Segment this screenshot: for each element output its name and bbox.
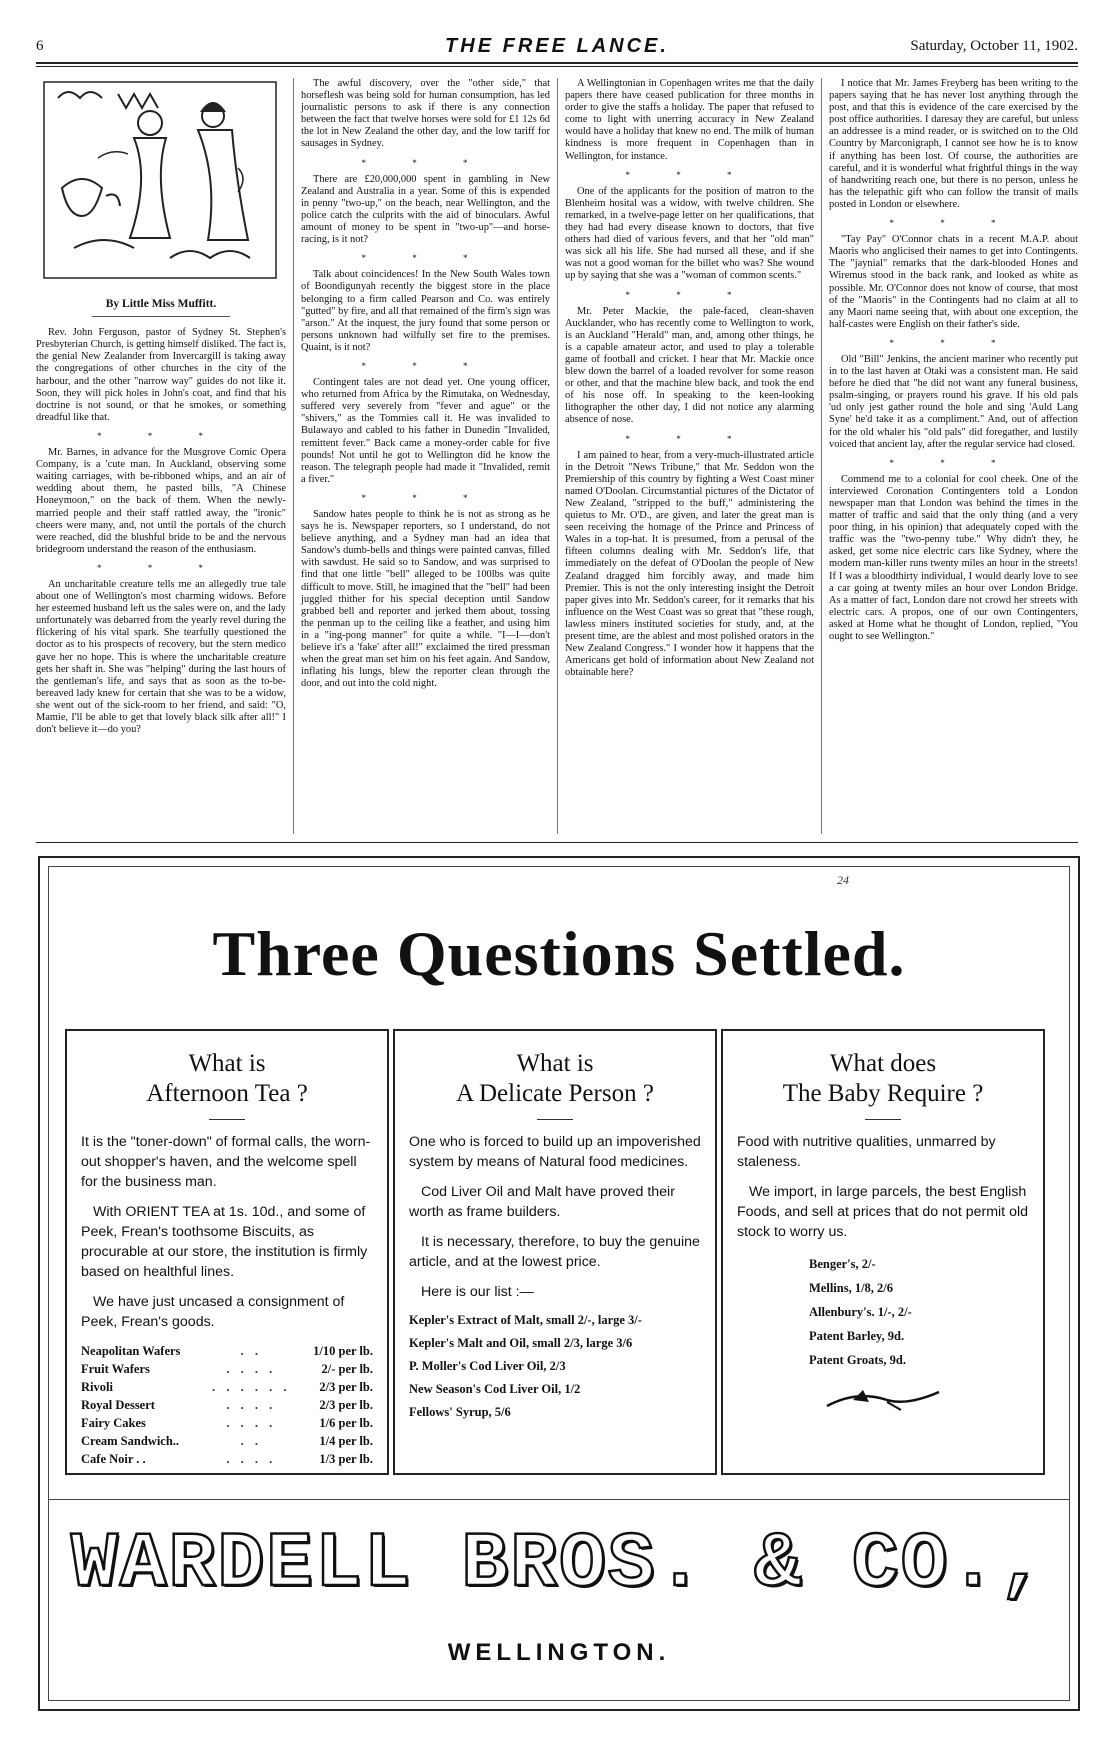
box-body	[395, 1132, 715, 1421]
advertisement	[38, 856, 1080, 1711]
article-paragraph: Commend me to a colonial for cool cheek. One of the interviewed Coronation Contingenters told a London newspaper man that London was behind the times in the matter of traffic and said that the only thing (and a very poor thing, in his opinion) that adequately coped with the traffic was the "two-penny tube." Why didn't they, he asked, get some nice electric cars like Sydney, where the modern man-killer runs twenty miles an hour in the streets! If I was a bloodthirty individual, I would dearly love to see a car going at twenty miles an hour over London Bridge. As a matter of fact, London dare not crowd her streets with electric cars. A propos, one of our own Contingenters, asked at Home what he thought of London, replied, "You ought to see Wellington."	[829, 473, 1078, 643]
box-title-line: What is	[516, 1050, 594, 1077]
box-paragraph: Cod Liver Oil and Malt have proved their worth as frame builders.	[409, 1184, 675, 1220]
company-city: WELLINGTON.	[447, 1639, 671, 1666]
price-price: 1/4 per lb.	[319, 1434, 373, 1448]
box-rule	[865, 1119, 901, 1120]
ad-headline: Three Questions Settled.	[212, 918, 906, 989]
price-price: 1/10 per lb.	[313, 1344, 373, 1358]
price-name: Cream Sandwich..	[81, 1434, 180, 1448]
article-paragraph: There are £20,000,000 spent in gambling in New Zealand and Australia in a year. Some of this is expended in penny "two-up," on the beach, near Wellington, and the police catch the culprits with the aid of binoculars. Awful amount of money to be spent in "two-up"—and horse-racing, is it not?	[301, 173, 550, 246]
box-rule	[209, 1119, 245, 1120]
advertisement-frame	[48, 866, 1070, 1701]
price-name: Cafe Noir . .	[81, 1452, 146, 1466]
price-price: 2/3 per lb.	[319, 1398, 373, 1412]
section-stars: * * *	[361, 492, 490, 503]
box-title	[723, 1049, 1043, 1109]
list-item: Patent Groats, 9d.	[809, 1353, 906, 1367]
price-name: Fruit Wafers	[81, 1362, 150, 1376]
section-stars: * * *	[625, 433, 754, 444]
box-paragraph: We have just uncased a consignment of Peek, Frean's goods.	[81, 1294, 345, 1330]
price-name: Fairy Cakes	[81, 1416, 146, 1430]
price-name: Royal Dessert	[81, 1398, 155, 1412]
list-item: Benger's, 2/-	[809, 1257, 876, 1271]
box-title-line: A Delicate Person ?	[456, 1080, 654, 1107]
price-row	[81, 1414, 373, 1432]
price-price: 1/6 per lb.	[319, 1416, 373, 1430]
section-stars: * * *	[361, 157, 490, 168]
ad-box-delicate-person	[393, 1029, 717, 1475]
ad-divider	[49, 1499, 1069, 1500]
cod-liver-oil-price-list	[409, 1312, 701, 1421]
box-title-line: What is	[188, 1050, 266, 1077]
header-rule	[36, 62, 1078, 64]
price-row	[81, 1378, 373, 1396]
list-item: Fellows' Syrup, 5/6	[409, 1405, 511, 1419]
article-paragraph: One of the applicants for the position of matron to the Blenheim hosital was a widow, with twelve children. She remarked, in a twelve-page letter on her qualifications, that they had had every disease known to doctors, that five others had died of various fevers, and that her "old man" was sick all his life. She had nursed all these, and if she was not a good woman for the billet who was? She wound up by saying that she was a "woman of common scents."	[565, 185, 814, 282]
section-stars: * * *	[889, 337, 1018, 348]
box-paragraph: One who is forced to build up an impoverished system by means of Natural food medicines.	[409, 1134, 701, 1170]
list-item: Kepler's Malt and Oil, small 2/3, large 3/6	[409, 1336, 633, 1350]
list-item: Kepler's Extract of Malt, small 2/-, large 3/-	[409, 1313, 642, 1327]
byline: By Little Miss Muffitt.	[105, 298, 217, 311]
box-title-line: What does	[829, 1050, 937, 1077]
list-item: Allenbury's. 1/-, 2/-	[809, 1305, 912, 1319]
box-paragraph: It is necessary, therefore, to buy the genuine article, and at the lowest price.	[409, 1234, 700, 1270]
handwritten-mark: 24	[837, 873, 849, 887]
price-dots: . . . .	[226, 1362, 277, 1376]
box-body	[67, 1132, 387, 1468]
baby-food-price-list	[809, 1252, 1029, 1372]
box-paragraph: With ORIENT TEA at 1s. 10d., and some of Peek, Frean's toothsome Biscuits, as procurable at our store, the institution is firmly based on healthful lines.	[81, 1204, 368, 1280]
section-stars: * * *	[97, 562, 225, 573]
list-item: Patent Barley, 9d.	[809, 1329, 905, 1343]
list-item: Mellins, 1/8, 2/6	[809, 1281, 894, 1295]
biscuit-price-list	[81, 1342, 373, 1468]
box-paragraph: Food with nutritive qualities, unmarred by staleness.	[737, 1134, 996, 1170]
box-paragraph: Here is our list :—	[421, 1284, 534, 1300]
article-paragraph: Old "Bill" Jenkins, the ancient mariner who recently put in to the last haven at Otaki was a consistent man. He said before he died that "he did not want any funeral business, psalm-singing, or prayers round his grave. If his old pals 'ud only jest gather round the hole and sing 'Auld Lang Syne' he'd take it as a compliment." And, out of affection for the old whaler his "old pals" did foregather, and lustily voiced that ancient lay, after the regular service had closed.	[829, 353, 1078, 450]
price-dots: . . . .	[226, 1398, 277, 1412]
column-1	[36, 78, 286, 745]
box-title-line: The Baby Require ?	[782, 1080, 984, 1107]
price-dots: . . . .	[226, 1416, 277, 1430]
article-paragraph: I am pained to hear, from a very-much-illustrated article in the Detroit "News Tribune," that Mr. Seddon won the Premiership of this country by fighting a West Coast miner named O'Doolan. Circumstantial pictures of the Dictator of New Zealand, "stripped to the buff," administering the quietus to Mr. O'D., are given, and later the great man is seen receiving the homage of the Prince and Princess of Wales in a top-hat. It is presumed, from a perusal of the fifteen columns dealing with Mr. Seddon's life, that immediately on the defeat of O'Doolan the people of New Zealand dragged him forcibly away, and made him Premier. This is not the only interesting insight the Detroit paper gives into Mr. Seddon's career, for it remarks that his influence on the West Coast was so great that "these rough, lawless miners instituted societies for study, and, at the present time, are the ablest and most polished orators in the New Zealand Congress." I wonder how it happens that the Americans get hold of information about New Zealand not obtainable here?	[565, 449, 814, 679]
price-row	[81, 1360, 373, 1378]
masthead-title: THE FREE LANCE.	[445, 35, 669, 57]
page-number: 6	[36, 38, 44, 54]
article-paragraph: The awful discovery, over the "other side," that horseflesh was being sold for human consumption, has led journalistic persons to ask if there is any connection between the fact that twelve horses were sold for £1 12s 6d the lot in New Zealand the other day, and the low tariff for sausages in Sydney.	[301, 78, 550, 150]
price-row	[81, 1432, 373, 1450]
header-rule-thin	[36, 66, 1078, 67]
article-paragraph: Contingent tales are not dead yet. One young officer, who returned from Africa by the Rimutaka, on Wednesday, suffered very severely from "fever and ague" or the "shivers," as the Tommies call it. He was invalided to Bulawayo and cabled to his father in Dunedin "Invalided, remittent fever." Back came a money-order cable for five pounds! Not until he got to Wellington did he know the reason. The telegraph people had made it "Invalided, remit a fiver."	[301, 377, 550, 485]
section-stars: * * *	[97, 430, 225, 441]
article-paragraph: I notice that Mr. James Freyberg has been writing to the papers saying that he has never lost anything through the post, and that this is evidence of the care exercised by the post office authorities. I daresay they are careful, but unless an addressee is a mind reader, or is switched on to the Old Country by Marconigraph, I cannot see how he is to know if anything has been lost. Of course, the authorities are careful, and it is wonderful what frightful things in the way of handwriting reach one, but there is no person, unless he has the telepathic gift who can follow the transit of mails posted in London or elsewhere.	[829, 78, 1078, 210]
article-paragraph: An uncharitable creature tells me an allegedly true tale about one of Wellington's most charming widows. Before her esteemed husband left us the sales were on, and the lady unfortunately was debarred from the yearly revel during the flickering of his vital spark. She tearfully questioned the doctor as to his prospects of recovery, but the stern medico gave her no hope. This is where the uncharitable creature gets her shaft in. She was "helping" during the last hours of the gentleman's life, and says that as soon as the to-be-bereaved lady knew for certain that she was to be a widow, she went out of the sick-room to her friend, and said: "O, Mamie, I'll be able to get that lovely black silk after all!" I don't believe it—do you?	[36, 578, 286, 736]
price-row	[81, 1450, 373, 1468]
box-paragraph: We import, in large parcels, the best English Foods, and sell at prices that do not permit old stock to worry us.	[737, 1184, 1029, 1240]
column-3	[565, 78, 814, 688]
ad-box-baby	[721, 1029, 1045, 1475]
price-dots: . . . .	[226, 1452, 277, 1466]
price-name: Rivoli	[81, 1380, 113, 1394]
box-paragraph: It is the "toner-down" of formal calls, the worn-out shopper's haven, and the welcome spell for the business man.	[81, 1134, 371, 1190]
column-divider	[821, 78, 822, 834]
price-row	[81, 1396, 373, 1414]
article-paragraph: A Wellingtonian in Copenhagen writes me that the daily papers there have ceased publication for three months in order to give the staffs a holiday. The paper that refused to come to light with unerring accuracy in New Zealand would have a holiday that knew no end. The milk of human kindness is more frequent in Copenhagen than in Wellington, for instance.	[565, 78, 814, 162]
section-stars: * * *	[361, 253, 490, 264]
price-name: Neapolitan Wafers	[81, 1344, 181, 1358]
price-price: 1/3 per lb.	[319, 1452, 373, 1466]
article-paragraph: Talk about coincidences! In the New South Wales town of Boondigunyah recently the biggest store in the place belonging to a firm called Pearson and Co. was entirely "gutted" by fire, and all that remained of the firm's sign was "arson." At the inquest, the jury found that some person or persons unknown had wilfully set fire to the premises. Quaint, is it not?	[301, 269, 550, 353]
issue-date: Saturday, October 11, 1902.	[910, 38, 1078, 54]
price-dots: . . . . . .	[212, 1380, 291, 1394]
column-divider	[557, 78, 558, 834]
column-4	[829, 78, 1078, 652]
article-paragraph: Mr. Peter Mackie, the pale-faced, clean-shaven Aucklander, who has recently come to Wellington to work, is an Auckland "Herald" man, and, among other things, he is a capable amateur actor, and used to play a tolerable game of football and cricket. I hear that Mr. Mackie once blew down the barrel of a loaded revolver for some reason or other, and that the machine blew back, and took the end of his nose off. In speaking to the keen-looking lithographer the other day, I did not notice any alarming absence of nose.	[565, 305, 814, 426]
section-stars: * * *	[625, 169, 754, 180]
company-name: WARDELL BROS. & CO.,	[70, 1521, 1048, 1609]
page-header	[36, 35, 1078, 58]
article-paragraph: Sandow hates people to think he is not as strong as he says he is. Newspaper reporters, so I understand, do not believe anything, and a Sydney man had an idea that Sandow's dumb-bells and things were painted canvas, filled with sawdust. He said so to Sandow, and was surprised to find that one little "bell" alleged to be 100lbs was quite difficult to move. Still, he imagined that the "bell" had been juggled thither for his special deception until Sandow grabbed bell and reporter and jerked them about, tossing the penman up to the ceiling like a feather, and using him in a "ing-pong manner" for quite a while. "I—I—don't believe it's a 'fake' after all!" exclaimed the tired pressman when the great man set him on his feet again. And Sandow, inflating his lungs, blew the reporter clean through the door, and out into the cold night.	[301, 509, 550, 690]
price-dots: . .	[240, 1434, 262, 1448]
box-title-line: Afternoon Tea ?	[146, 1080, 308, 1107]
stork-ornament-icon	[823, 1386, 943, 1416]
list-item: P. Moller's Cod Liver Oil, 2/3	[409, 1359, 566, 1373]
section-stars: * * *	[889, 457, 1018, 468]
box-title	[395, 1049, 715, 1109]
box-title	[67, 1049, 387, 1109]
price-price: 2/3 per lb.	[319, 1380, 373, 1394]
price-price: 2/- per lb.	[321, 1362, 373, 1376]
section-stars: * * *	[889, 218, 1018, 229]
ad-separator-rule	[36, 842, 1078, 843]
byline-rule	[92, 316, 230, 317]
ad-box-afternoon-tea	[65, 1029, 389, 1475]
box-body	[723, 1132, 1043, 1416]
box-rule	[537, 1119, 573, 1120]
section-stars: * * *	[625, 289, 754, 300]
column-divider	[293, 78, 294, 834]
list-item: New Season's Cod Liver Oil, 1/2	[409, 1382, 581, 1396]
afternoon-tea-gossip-illustration	[38, 78, 283, 286]
article-paragraph: "Tay Pay" O'Connor chats in a recent M.A.P. about Maoris who anglicised their names to get into Contingents. The "jaynial" remarks that the dark-blooded Hones and Wiremus stood in the back rank, and looked as white as possible. Mr. O'Connor does not know of course, that most of the "Maoris" in the Contingents had no claim at all to any Maori name seeing that, with about one exception, the half-castes were English on their father's side.	[829, 234, 1078, 330]
article-paragraph: Rev. John Ferguson, pastor of Sydney St. Stephen's Presbyterian Church, is getting himself disliked. The fact is, the genial New Zealander from Invercargill is taking away the congregations of other churches in the city of the harbour, and the other "narrow way" guides do not like it. Soon, they will pick holes in John's coat, and find that his doctrine is not sound, or that he smokes, or something dreadful like that.	[36, 327, 286, 423]
column-2	[301, 78, 550, 699]
article-paragraph: Mr. Barnes, in advance for the Musgrove Comic Opera Company, is a 'cute man. In Auckland, observing some waiting carriages, with be-ribboned whips, and an air of wedding about them, he pasted bills, "A Chinese Honeymoon," on the back of them. When the newly-married people and their staff rattled away, the "ironic" cheers were many, and, not until the portals of the church were reached, did the blushful bride to be and the nervous bridegroom understand the reason of the enthusiasm.	[36, 447, 286, 555]
price-row	[81, 1342, 373, 1360]
section-stars: * * *	[361, 360, 490, 371]
price-dots: . .	[240, 1344, 262, 1358]
